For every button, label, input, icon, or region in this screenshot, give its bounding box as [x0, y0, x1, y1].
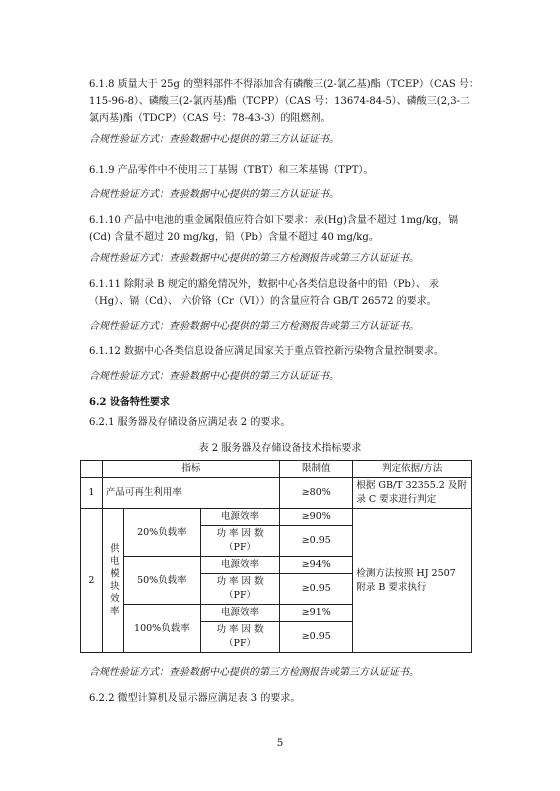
efficiency-label: 电源效率	[200, 605, 279, 622]
clause-6-1-12-verification: 合规性验证方式：查验数据中心提供的第三方认证证书。	[89, 371, 339, 382]
section-heading-6-2: 6.2 设备特性要求	[89, 397, 170, 408]
header-basis: 判定依据/方法	[353, 461, 472, 478]
clause-6-1-8-verification: 合规性验证方式：查验数据中心提供的第三方认证证书。	[89, 134, 339, 145]
row-basis: 根据 GB/T 32355.2 及附录 C 要求进行判定	[353, 478, 472, 509]
power-factor-label: 功 率 因 数（PF）	[200, 622, 279, 653]
table-header-row	[81, 461, 472, 478]
row-number: 2	[81, 509, 103, 653]
table-caption: 表 2 服务器及存储设备技术指标要求	[198, 443, 362, 454]
row-basis: 检测方法按照 HJ 2507 附录 B 要求执行	[353, 509, 472, 653]
clause-6-1-10: 6.1.10 产品中电池的重金属限值应符合如下要求：汞(Hg)含量不超过 1mg/kg，镉(Cd) 含量不超过 20 mg/kg，铅（Pb）含量不超过 40 mg/kg。	[89, 215, 459, 243]
header-indicator: 指标	[102, 461, 279, 478]
clause-6-2-2: 6.2.2 微型计算机及显示器应满足表 3 的要求。	[89, 693, 301, 704]
load-rate-label: 20%负载率	[123, 509, 200, 557]
efficiency-label: 电源效率	[200, 557, 279, 574]
clause-6-2-1-verification: 合规性验证方式：查验数据中心提供的第三方检测报告或第三方认证证书。	[89, 667, 419, 678]
clause-6-1-10-verification: 合规性验证方式：查验数据中心提供的第三方检测报告或第三方认证证书。	[89, 253, 419, 264]
table-row	[81, 509, 472, 526]
header-limit: 限制值	[280, 461, 353, 478]
header-no	[81, 461, 103, 478]
row-group-label: 供电模块效率	[102, 509, 123, 653]
table-row	[81, 478, 472, 509]
clause-6-1-11: 6.1.11 除附录 B 规定的豁免情况外，数据中心各类信息设备中的铅（Pb）、 汞（Hg）、镉（Cd）、 六价铬（Cr（VI））的含量应符合 GB/T 26572 的要求。	[89, 279, 439, 307]
power-factor-label: 功 率 因 数（PF）	[200, 526, 279, 557]
clause-6-1-9: 6.1.9 产品零件中不使用三丁基锡（TBT）和三苯基锡（TPT）。	[89, 165, 374, 176]
clause-6-2-1: 6.2.1 服务器及存储设备应满足表 2 的要求。	[89, 417, 291, 428]
load-rate-label: 100%负载率	[123, 605, 200, 653]
power-factor-label: 功 率 因 数（PF）	[200, 574, 279, 605]
page-number: 5	[276, 738, 284, 749]
clause-6-1-12: 6.1.12 数据中心各类信息设备应满足国家关于重点管控新污染物含量控制要求。	[89, 346, 444, 357]
efficiency-limit: ≥90%	[280, 509, 353, 526]
power-factor-limit: ≥0.95	[280, 622, 353, 653]
spec-table	[80, 460, 472, 653]
efficiency-limit: ≥91%	[280, 605, 353, 622]
clause-6-1-9-verification: 合规性验证方式：查验数据中心提供的第三方认证证书。	[89, 189, 339, 200]
clause-6-1-11-verification: 合规性验证方式：查验数据中心提供的第三方检测报告或第三方认证证书。	[89, 321, 419, 332]
efficiency-limit: ≥94%	[280, 557, 353, 574]
load-rate-label: 50%负载率	[123, 557, 200, 605]
row-indicator: 产品可再生利用率	[102, 478, 279, 509]
row-limit: ≥80%	[280, 478, 353, 509]
power-factor-limit: ≥0.95	[280, 526, 353, 557]
row-number: 1	[81, 478, 103, 509]
efficiency-label: 电源效率	[200, 509, 279, 526]
clause-6-1-8: 6.1.8 质量大于 25g 的塑料部件不得添加含有磷酸三(2-氯乙基)酯（TCEP）（CAS 号：115-96-8）、磷酸三(2-氯丙基)酯（TCPP）（CAS 号：13674-84-5）、磷酸三(2,3-二氯丙基)酯（TDCP）（CAS 号：78-43-3）的阻燃剂。	[89, 79, 479, 124]
power-factor-limit: ≥0.95	[280, 574, 353, 605]
